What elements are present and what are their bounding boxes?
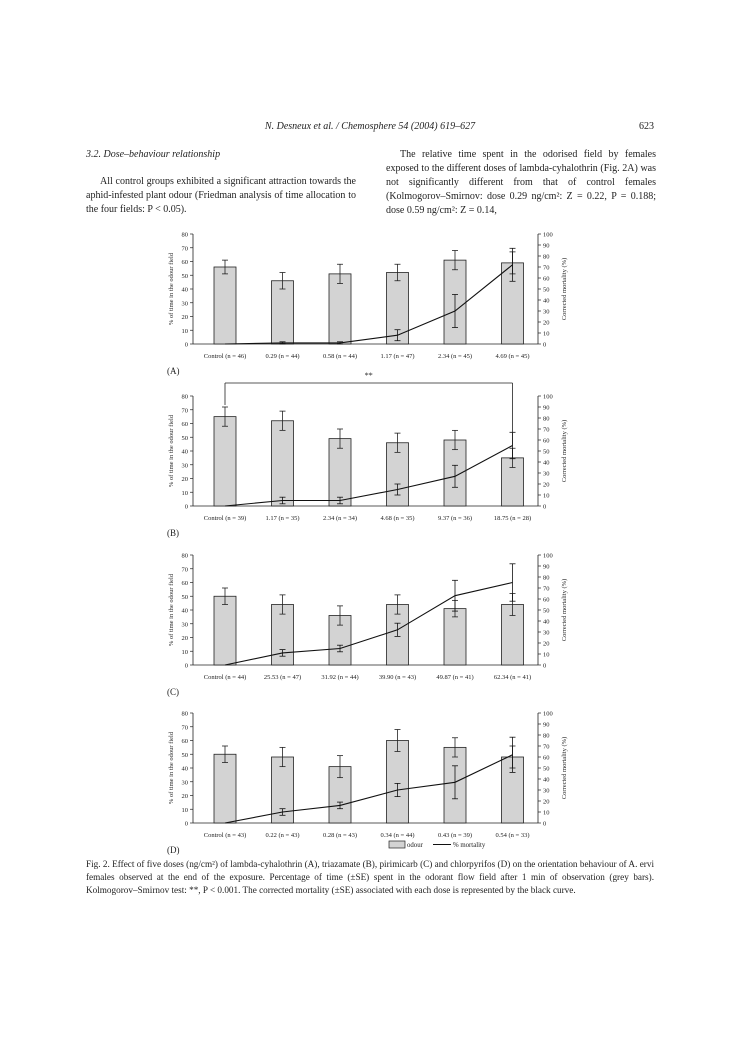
mortality-line	[225, 446, 513, 507]
category-label: 9.37 (n = 36)	[438, 515, 472, 522]
right-tick-label: 70	[543, 585, 550, 593]
legend-bar-label: odour	[407, 842, 423, 849]
right-tick-label: 50	[543, 765, 550, 773]
category-label: Control (n = 43)	[203, 832, 247, 839]
mortality-line	[225, 265, 513, 344]
right-tick-label: 60	[543, 437, 550, 445]
left-tick-label: 10	[181, 806, 188, 814]
right-tick-label: 70	[543, 426, 550, 434]
y-right-axis-title: Corrected mortality (%)	[561, 736, 568, 800]
y-right-axis-title: Corrected mortality (%)	[561, 419, 568, 483]
right-tick-label: 30	[543, 629, 550, 637]
right-tick-label: 30	[543, 787, 550, 795]
left-tick-label: 40	[181, 448, 188, 456]
right-tick-label: 0	[543, 503, 547, 511]
left-tick-label: 10	[181, 327, 188, 335]
chart-panel	[167, 371, 568, 538]
figure-caption: Fig. 2. Effect of five doses (ng/cm²) of lambda-cyhalothrin (A), triazamate (B), pirimicarb (C) and chlorpyrifos (D) on the orientation behaviour of A. ervi females observed at the end of the exposure. Percentage of time (±SE) spent in the odorant flow field after 1 min of observation (grey bars). Kolmogorov–Smirnov test: **, P < 0.001. The corrected mortality (±SE) associated with each dose is represented by the black curve.	[86, 859, 654, 895]
right-tick-label: 80	[543, 732, 550, 740]
right-tick-label: 60	[543, 754, 550, 762]
right-tick-label: 80	[543, 574, 550, 582]
category-label: 4.68 (n = 35)	[380, 515, 415, 522]
right-tick-label: 0	[543, 820, 547, 828]
right-tick-label: 100	[543, 552, 553, 560]
running-citation: N. Desneux et al. / Chemosphere 54 (2004) 619–627	[264, 121, 476, 132]
category-label: 18.75 (n = 28)	[493, 515, 532, 522]
left-tick-label: 30	[181, 621, 188, 629]
category-label: 0.29 (n = 44)	[265, 353, 300, 360]
right-tick-label: 30	[543, 308, 550, 316]
right-tick-label: 0	[543, 341, 547, 349]
significance-bracket	[225, 383, 513, 446]
left-tick-label: 0	[184, 503, 188, 511]
y-left-axis-title: % of time in the odour field	[168, 573, 175, 647]
right-tick-label: 50	[543, 286, 550, 294]
left-tick-label: 50	[181, 272, 188, 280]
odour-bar	[272, 421, 294, 506]
left-tick-label: 70	[181, 566, 188, 574]
left-tick-label: 0	[184, 341, 188, 349]
panel-label: (C)	[167, 687, 179, 697]
right-tick-label: 20	[543, 319, 550, 327]
chart-panel	[167, 232, 568, 377]
odour-bar	[329, 439, 351, 506]
mortality-line	[225, 755, 513, 823]
category-label: 31.92 (n = 44)	[321, 674, 359, 681]
left-tick-label: 80	[181, 393, 188, 401]
left-tick-label: 70	[181, 245, 188, 253]
category-label: Control (n = 39)	[203, 515, 247, 522]
right-tick-label: 10	[543, 330, 550, 338]
category-label: 62.34 (n = 41)	[493, 674, 532, 681]
right-tick-label: 70	[543, 264, 550, 272]
right-tick-label: 50	[543, 607, 550, 615]
panel-label: (B)	[167, 528, 179, 538]
left-tick-label: 70	[181, 724, 188, 732]
legend-line-label: % mortality	[453, 842, 486, 849]
left-tick-label: 40	[181, 765, 188, 773]
left-tick-label: 60	[181, 259, 188, 266]
category-label: 2.34 (n = 45)	[438, 353, 472, 360]
category-label: 39.90 (n = 43)	[378, 674, 417, 681]
category-label: 0.54 (n = 33)	[495, 832, 530, 839]
left-tick-label: 80	[181, 710, 188, 718]
left-tick-label: 80	[181, 231, 188, 239]
mortality-line	[225, 583, 513, 666]
left-tick-label: 50	[181, 751, 188, 759]
left-tick-label: 70	[181, 407, 188, 415]
left-tick-label: 0	[184, 820, 188, 828]
right-tick-label: 60	[543, 596, 550, 604]
left-tick-label: 20	[181, 314, 188, 321]
odour-bar	[214, 267, 236, 344]
left-tick-label: 80	[181, 552, 188, 560]
right-tick-label: 40	[543, 776, 550, 784]
left-tick-label: 20	[181, 635, 188, 642]
left-tick-label: 40	[181, 286, 188, 294]
category-label: 25.53 (n = 47)	[263, 674, 302, 681]
category-label: 0.34 (n = 44)	[380, 832, 415, 839]
left-tick-label: 40	[181, 607, 188, 615]
left-tick-label: 20	[181, 793, 188, 800]
y-left-axis-title: % of time in the odour field	[168, 731, 175, 805]
category-label: 1.17 (n = 35)	[265, 515, 300, 522]
right-tick-label: 20	[543, 640, 550, 648]
right-tick-label: 10	[543, 809, 550, 817]
category-label: Control (n = 44)	[203, 674, 247, 681]
odour-bar	[329, 274, 351, 344]
right-tick-label: 80	[543, 415, 550, 423]
right-tick-label: 100	[543, 231, 553, 239]
category-label: 0.22 (n = 43)	[265, 832, 300, 839]
significance-label: **	[364, 371, 373, 380]
left-tick-label: 0	[184, 662, 188, 670]
odour-bar	[214, 596, 236, 665]
right-paragraph: The relative time spent in the odorised field by females exposed to the different doses of lambda-cyhalothrin (Fig. 2A) was not significantly different from that of control females (Kolmogorov–Smirnov: dose 0.29 ng/cm²: Z = 0.22, P = 0.188; dose 0.59 ng/cm²: Z = 0.14,	[386, 149, 656, 216]
right-tick-label: 100	[543, 393, 553, 401]
category-label: Control (n = 46)	[203, 353, 247, 360]
left-tick-label: 60	[181, 421, 188, 428]
right-tick-label: 10	[543, 651, 550, 659]
left-tick-label: 50	[181, 593, 188, 601]
y-left-axis-title: % of time in the odour field	[168, 414, 175, 488]
left-tick-label: 60	[181, 580, 188, 587]
odour-bar	[214, 754, 236, 823]
odour-bar	[214, 417, 236, 506]
category-label: 0.58 (n = 44)	[323, 353, 357, 360]
left-tick-label: 10	[181, 648, 188, 656]
right-tick-label: 100	[543, 710, 553, 718]
left-tick-label: 30	[181, 779, 188, 787]
right-tick-label: 10	[543, 492, 550, 500]
left-tick-label: 50	[181, 434, 188, 442]
right-tick-label: 80	[543, 253, 550, 261]
legend	[389, 841, 486, 849]
right-tick-label: 40	[543, 618, 550, 626]
category-label: 0.28 (n = 43)	[323, 832, 357, 839]
right-tick-label: 60	[543, 275, 550, 283]
page-number: 623	[639, 121, 654, 132]
right-tick-label: 50	[543, 448, 550, 456]
left-tick-label: 30	[181, 462, 188, 470]
y-right-axis-title: Corrected mortality (%)	[561, 578, 568, 642]
category-label: 49.87 (n = 41)	[436, 674, 474, 681]
category-label: 0.43 (n = 39)	[438, 832, 472, 839]
right-tick-label: 20	[543, 798, 550, 806]
odour-bar	[387, 741, 409, 824]
right-tick-label: 0	[543, 662, 547, 670]
chart-panel	[167, 711, 568, 856]
right-tick-label: 20	[543, 481, 550, 489]
y-left-axis-title: % of time in the odour field	[168, 252, 175, 326]
section-title: 3.2. Dose–behaviour relationship	[86, 149, 221, 160]
right-tick-label: 90	[543, 242, 550, 250]
right-tick-label: 40	[543, 297, 550, 305]
category-label: 4.69 (n = 45)	[495, 353, 530, 360]
category-label: 1.17 (n = 47)	[380, 353, 415, 360]
legend-bar-swatch	[389, 841, 405, 848]
y-right-axis-title: Corrected mortality (%)	[561, 257, 568, 321]
odour-bar	[272, 281, 294, 344]
left-tick-label: 20	[181, 476, 188, 483]
right-tick-label: 40	[543, 459, 550, 467]
right-tick-label: 70	[543, 743, 550, 751]
panel-label: (A)	[167, 366, 180, 376]
panel-label: (D)	[167, 845, 180, 855]
left-paragraph: All control groups exhibited a significant attraction towards the aphid-infested plant odour (Friedman analysis of time allocation to the four fields: P < 0.05).	[86, 176, 356, 215]
right-tick-label: 30	[543, 470, 550, 478]
category-label: 2.34 (n = 34)	[323, 515, 357, 522]
right-tick-label: 90	[543, 721, 550, 729]
left-tick-label: 60	[181, 738, 188, 745]
left-tick-label: 30	[181, 300, 188, 308]
right-tick-label: 90	[543, 563, 550, 571]
chart-panel	[167, 553, 568, 698]
left-tick-label: 10	[181, 489, 188, 497]
right-tick-label: 90	[543, 404, 550, 412]
